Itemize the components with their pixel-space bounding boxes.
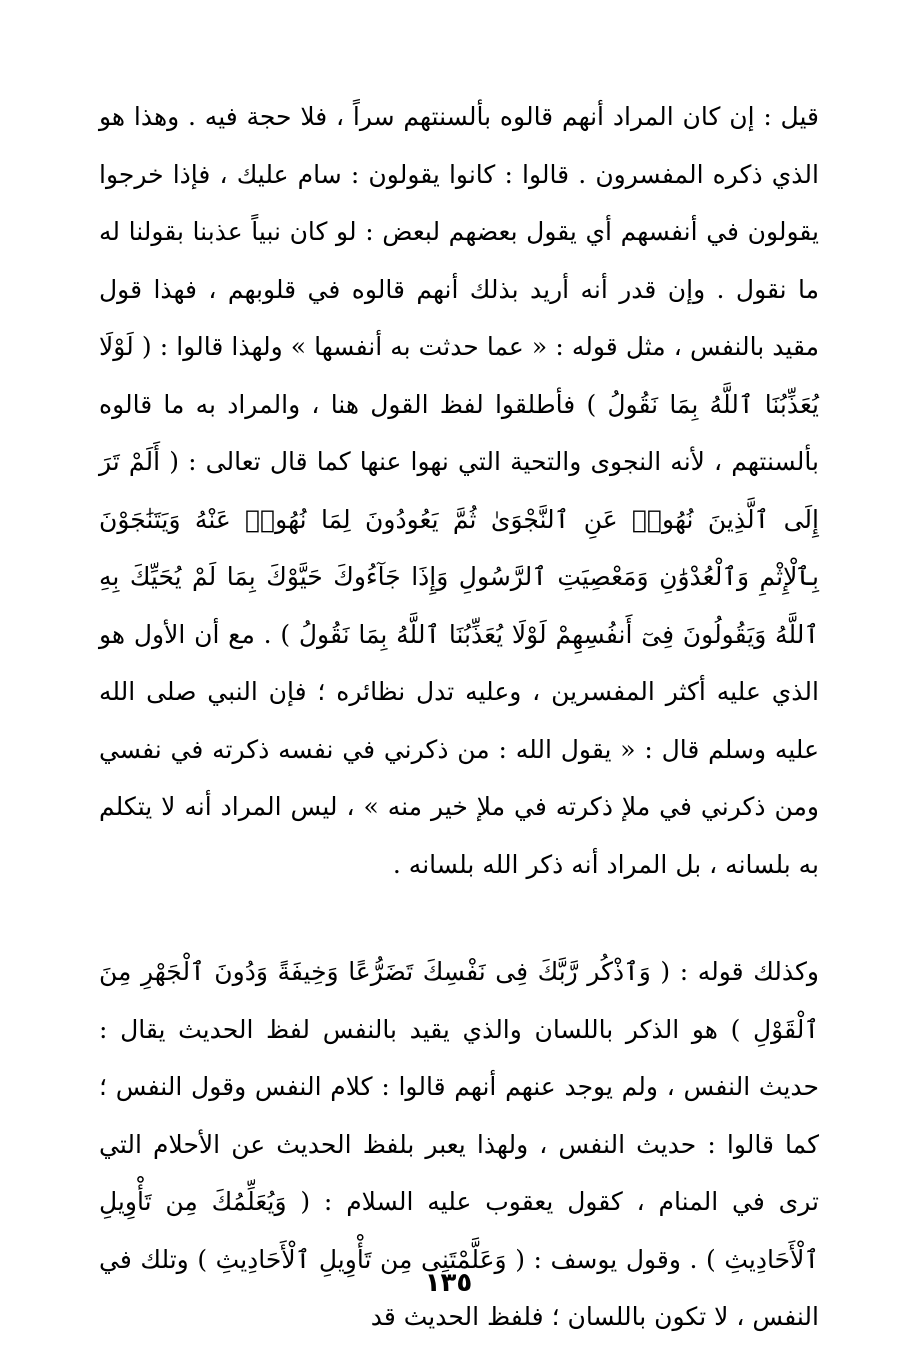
body-paragraph: قيل : إن كان المراد أنهم قالوه بألسنتهم سراً ، فلا حجة فيه . وهذا هو الذي ذكره المفسرون . قالوا : كانوا يقولون : سام عليك ، فإذا خرجوا يقولون في أنفسهم أي يقول بعضهم لبعض : لو كان نبياً عذبنا بقولنا له ما نقول . وإن قدر أنه أريد بذلك أنهم قالوه في قلوبهم ، فهذا قول مقيد بالنفس ، مثل قوله : « عما حدثت به أنفسها » ولهذا قالوا : ( لَوْلَا يُعَذِّبُنَا ٱللَّهُ بِمَا نَقُولُ ) فأطلقوا لفظ القول هنا ، والمراد به ما قالوه بألسنتهم ، لأنه النجوى والتحية التي نهوا عنها كما قال تعالى : ( أَلَمْ تَرَ إِلَى ٱلَّذِينَ نُهُوا۟ عَنِ ٱلنَّجْوَىٰ ثُمَّ يَعُودُونَ لِمَا نُهُوا۟ عَنْهُ وَيَتَنَٰجَوْنَ بِٱلْإِثْمِ وَٱلْعُدْوَٰنِ وَمَعْصِيَتِ ٱلرَّسُولِ وَإِذَا جَآءُوكَ حَيَّوْكَ بِمَا لَمْ يُحَيِّكَ بِهِ ٱللَّهُ وَيَقُولُونَ فِىٓ أَنفُسِهِمْ لَوْلَا يُعَذِّبُنَا ٱللَّهُ بِمَا نَقُولُ ) . مع أن الأول هو الذي عليه أكثر المفسرين ، وعليه تدل نظائره ؛ فإن النبي صلى الله عليه وسلم قال : « يقول الله : من ذكرني في نفسه ذكرته في نفسي ومن ذكرني في ملإ ذكرته في ملإ خير منه » ، ليس المراد أنه لا يتكلم به بلسانه ، بل المراد أنه ذكر الله بلسانه . xyxy=(99,102,819,879)
body-paragraph: وكذلك قوله : ( وَٱذْكُر رَّبَّكَ فِى نَفْسِكَ تَضَرُّعًا وَخِيفَةً وَدُونَ ٱلْجَهْرِ مِنَ ٱلْقَوْلِ ) هو الذكر باللسان والذي يقيد بالنفس لفظ الحديث يقال : حديث النفس ، ولم يوجد عنهم أنهم قالوا : كلام النفس وقول النفس ؛ كما قالوا : حديث النفس ، ولهذا يعبر بلفظ الحديث عن الأحلام التي ترى في المنام ، كقول يعقوب عليه السلام : ( وَيُعَلِّمُكَ مِن تَأْوِيلِ ٱلْأَحَادِيثِ ) . وقول يوسف : ( وَعَلَّمْتَنِى مِن تَأْوِيلِ ٱلْأَحَادِيثِ ) وتلك في النفس ، لا تكون باللسان ؛ فلفظ الحديث قد xyxy=(99,957,819,1331)
page-number: ١٣٥ xyxy=(424,1268,473,1298)
book-page-body xyxy=(99,88,819,1346)
